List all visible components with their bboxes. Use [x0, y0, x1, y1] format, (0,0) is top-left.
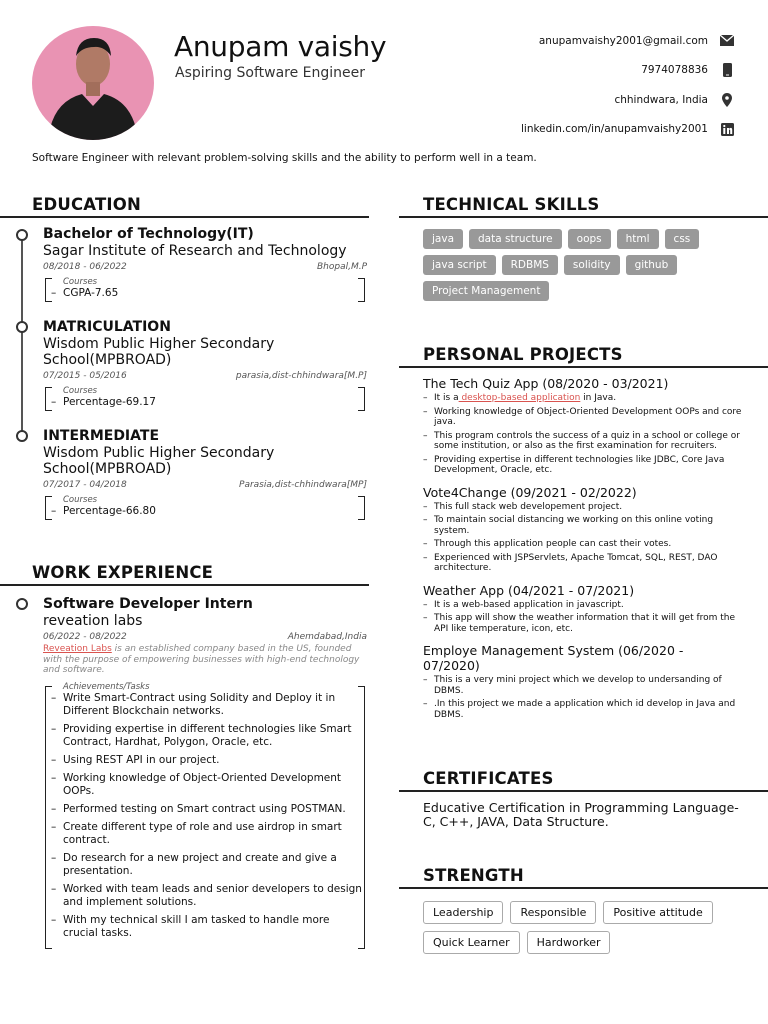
courses-label: Courses — [63, 386, 98, 396]
degree: INTERMEDIATE — [43, 428, 160, 444]
certificate-text: Educative Certification in Programming Language- C, C++, JAVA, Data Structure. — [423, 800, 739, 829]
envelope-icon — [720, 34, 734, 48]
projects-heading: PERSONAL PROJECTS — [423, 345, 623, 364]
skills-heading: TECHNICAL SKILLS — [423, 195, 600, 214]
profile-photo — [32, 26, 154, 140]
dates: 07/2015 - 05/2016 — [43, 371, 127, 381]
linkedin-text[interactable]: linkedin.com/in/anupamvaishy2001 — [520, 123, 708, 136]
work-heading: WORK EXPERIENCE — [32, 563, 214, 582]
project-point: – Experienced with JSPServlets, Apache Tomcat, SQL, REST, DAO architecture. — [423, 553, 743, 574]
summary-text: Software Engineer with relevant problem-solving skills and the ability to perform well in a team. — [32, 152, 537, 164]
course-item: – Percentage-69.17 — [63, 396, 367, 408]
certificates-heading: CERTIFICATES — [423, 769, 554, 788]
project-item — [423, 485, 743, 574]
contact-phone[interactable] — [521, 56, 734, 86]
achievement-item: – With my technical skill I am tasked to handle more crucial tasks. — [63, 914, 367, 940]
location: Ahemdabad,India — [287, 632, 367, 642]
strength-tag: Leadership — [423, 901, 503, 924]
contact-linkedin[interactable] — [521, 115, 734, 145]
contact-location — [521, 85, 734, 115]
project-point: – This full stack web developement project. — [423, 502, 743, 513]
education-meta — [43, 371, 367, 381]
work-item — [43, 596, 367, 949]
skill-tag: Project Management — [423, 281, 549, 301]
dates: 08/2018 - 06/2022 — [43, 262, 127, 272]
strength-heading: STRENGTH — [423, 866, 524, 885]
school: Sagar Institute of Research and Technology — [43, 243, 347, 259]
achievement-item: – Create different type of role and use airdrop in smart contract. — [63, 821, 367, 847]
project-point: – Providing expertise in different technologies like JDBC, Core Java Development, Oracle, etc. — [423, 455, 743, 476]
project-title: The Tech Quiz App (08/2020 - 03/2021) — [423, 376, 669, 391]
project-point: – To maintain social distancing we working on this online voting system. — [423, 515, 743, 536]
timeline-dot — [16, 321, 28, 333]
achievement-item: – Using REST API in our project. — [63, 754, 367, 767]
courses-box — [43, 383, 367, 411]
project-point: – Through this application people can cast their votes. — [423, 539, 743, 550]
project-item — [423, 376, 743, 476]
linkedin-icon — [720, 122, 734, 136]
achievement-item: – Write Smart-Contract using Solidity and Deploy it in Different Blockchain networks. — [63, 692, 367, 718]
education-timeline — [21, 236, 23, 436]
skill-tag: oops — [568, 229, 611, 249]
project-link[interactable]: desktop-based application — [458, 393, 581, 403]
timeline-dot — [16, 229, 28, 241]
courses-box — [43, 492, 367, 520]
achievements-box — [43, 680, 367, 949]
project-point: – It is a web-based application in javascript. — [423, 600, 743, 611]
company: reveation labs — [43, 613, 143, 629]
project-title: Vote4Change (09/2021 - 02/2022) — [423, 484, 637, 500]
skills-list — [423, 229, 743, 301]
skill-tag: java script — [423, 255, 496, 275]
location-pin-icon — [720, 93, 734, 107]
achievement-item: – Do research for a new project and create and give a presentation. — [63, 852, 367, 878]
strength-tag: Hardworker — [527, 931, 611, 954]
courses-label: Courses — [63, 495, 98, 505]
company-description — [43, 644, 367, 676]
projects-list — [423, 376, 743, 729]
project-point: – This is a very mini project which we develop to undersanding of DBMS. — [423, 675, 743, 696]
contact-email[interactable] — [521, 26, 734, 56]
education-divider — [0, 216, 369, 218]
education-item — [43, 319, 367, 411]
school: Wisdom Public Higher Secondary School(MPBROAD) — [43, 445, 275, 477]
certificates-divider — [399, 790, 768, 792]
skill-tag: data structure — [469, 229, 562, 249]
project-item — [423, 643, 743, 720]
dates: 06/2022 - 08/2022 — [43, 632, 127, 642]
skill-tag: solidity — [564, 255, 620, 275]
work-meta — [43, 632, 367, 642]
achievement-item: – Worked with team leads and senior developers to design and implement solutions. — [63, 883, 367, 909]
school: Wisdom Public Higher Secondary School(MPBROAD) — [43, 336, 275, 368]
project-title: Weather App (04/2021 - 07/2021) — [423, 582, 635, 598]
course-item: – CGPA-7.65 — [63, 287, 367, 299]
degree: Bachelor of Technology(IT) — [43, 226, 254, 242]
skill-tag: RDBMS — [502, 255, 558, 275]
education-heading: EDUCATION — [32, 195, 141, 214]
achievements-label: Achievements/Tasks — [63, 681, 150, 692]
education-meta — [43, 262, 367, 272]
strength-tag: Quick Learner — [423, 931, 520, 954]
person-silhouette-icon — [32, 26, 154, 140]
company-link[interactable]: Reveation Labs — [43, 644, 112, 654]
project-point: – .In this project we made a application which id develop in Java and DBMS. — [423, 699, 743, 720]
point-text: It is a — [434, 393, 459, 403]
dates: 07/2017 - 04/2018 — [43, 480, 127, 490]
project-title: Employe Management System (06/2020 - 07/2020) — [423, 643, 684, 673]
work-divider — [0, 584, 369, 586]
location: Bhopal,M.P — [316, 262, 367, 272]
degree: MATRICULATION — [43, 319, 171, 335]
education-item — [43, 428, 367, 520]
education-meta — [43, 480, 367, 490]
contact-list — [521, 26, 734, 144]
phone-icon — [720, 63, 734, 77]
strength-tag: Positive attitude — [603, 901, 712, 924]
project-point: – Working knowledge of Object-Oriented Development OOPs and core java. — [423, 407, 743, 428]
location: parasia,dist-chhindwara[M.P] — [235, 371, 367, 381]
job-title: Software Developer Intern — [43, 596, 253, 612]
strength-tag: Responsible — [510, 901, 596, 924]
point-text: in Java. — [580, 393, 617, 403]
courses-box — [43, 274, 367, 302]
timeline-dot — [16, 430, 28, 442]
email-text[interactable]: anupamvaishy2001@gmail.com — [538, 34, 708, 47]
courses-label: Courses — [63, 277, 98, 287]
location-text: chhindwara, India — [614, 93, 708, 106]
skills-divider — [399, 216, 768, 218]
project-point: – This program controls the success of a quiz in a school or college or some institution, or also as the first examination for recruiters. — [423, 431, 743, 452]
projects-divider — [399, 366, 768, 368]
project-item — [423, 583, 743, 635]
achievement-item: – Performed testing on Smart contract using POSTMAN. — [63, 803, 367, 816]
education-item — [43, 226, 367, 302]
phone-text[interactable]: 7974078836 — [641, 64, 708, 77]
skill-tag: github — [626, 255, 678, 275]
project-point — [423, 393, 743, 404]
course-item: – Percentage-66.80 — [63, 505, 367, 517]
strength-divider — [399, 887, 768, 889]
project-point: – This app will show the weather information that it will get from the API like temperature, icon, etc. — [423, 613, 743, 634]
achievement-item: – Providing expertise in different technologies like Smart Contract, Hardhat, Polygon, Oracle, etc. — [63, 723, 367, 749]
achievement-item: – Working knowledge of Object-Oriented Development OOPs. — [63, 772, 367, 798]
skill-tag: java — [423, 229, 463, 249]
timeline-dot — [16, 598, 28, 610]
location: Parasia,dist-chhindwara[MP] — [239, 480, 367, 490]
candidate-title: Aspiring Software Engineer — [175, 65, 366, 81]
candidate-name: Anupam vaishy — [174, 30, 387, 63]
skill-tag: css — [665, 229, 700, 249]
skill-tag: html — [617, 229, 659, 249]
strength-list — [423, 901, 743, 954]
description-text: is an established company based in the US, founded with the purpose of empowering businesses with high-end technology and software. — [43, 644, 360, 675]
